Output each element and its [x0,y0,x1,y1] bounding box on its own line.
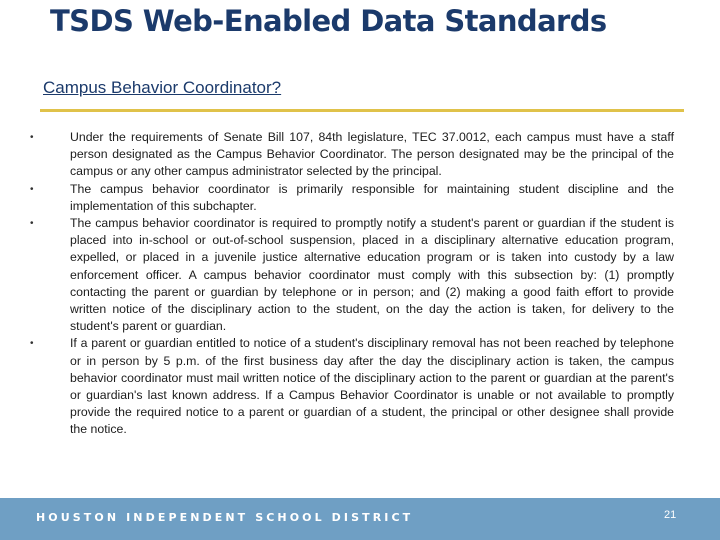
bullet-text: The campus behavior coordinator is primarily responsible for maintaining student discipline and the implementation of this subchapter. [70,181,674,213]
bullet-item [30,215,674,335]
divider-rule [40,109,684,112]
bullet-text: If a parent or guardian entitled to notice of a student's disciplinary removal has not been reached by telephone or in person by 5 p.m. of the first business day after the day the disciplinary action is taken, the campus behavior coordinator must mail written notice of the disciplinary action to the parent or guardian at the parent's or guardian's last known address. If a Campus Behavior Coordinator is unable or not available to promptly provide the required notice to a parent or guardian of a student, the principal or other designee shall provide the notice. [70,336,674,437]
slide-subtitle: Campus Behavior Coordinator? [43,78,282,97]
page-number: 21 [664,509,677,521]
bullet-icon: • [30,218,34,230]
bullet-icon: • [30,183,34,195]
bullet-text: The campus behavior coordinator is required to promptly notify a student's parent or guardian if the student is placed into in-school or out-of-school suspension, placed in a disciplinary alternative education program, expelled, or placed in a juvenile justice alternative education program or is taken into custody by a law enforcement officer. A campus behavior coordinator must comply with this subsection by: (1) promptly contacting the parent or guardian by telephone or in person; and (2) making a good faith effort to provide written notice of the disciplinary action to the student, on the day the action is taken, for delivery to the student's parent or guardian. [70,216,674,334]
bullet-item [30,335,674,438]
bullet-item [30,129,674,181]
bullet-list [30,129,674,439]
footer-organization: HOUSTON INDEPENDENT SCHOOL DISTRICT [36,511,414,524]
footer-bar [0,498,720,540]
bullet-item [30,181,674,215]
bullet-text: Under the requirements of Senate Bill 107, 84th legislature, TEC 37.0012, each campus must have a staff person designated as the Campus Behavior Coordinator. The person designated may be the principal of the campus or any other campus administrator selected by the principal. [70,130,674,179]
slide-title: TSDS Web-Enabled Data Standards [50,4,607,38]
bullet-icon: • [30,132,34,143]
bullet-icon: • [30,338,34,350]
